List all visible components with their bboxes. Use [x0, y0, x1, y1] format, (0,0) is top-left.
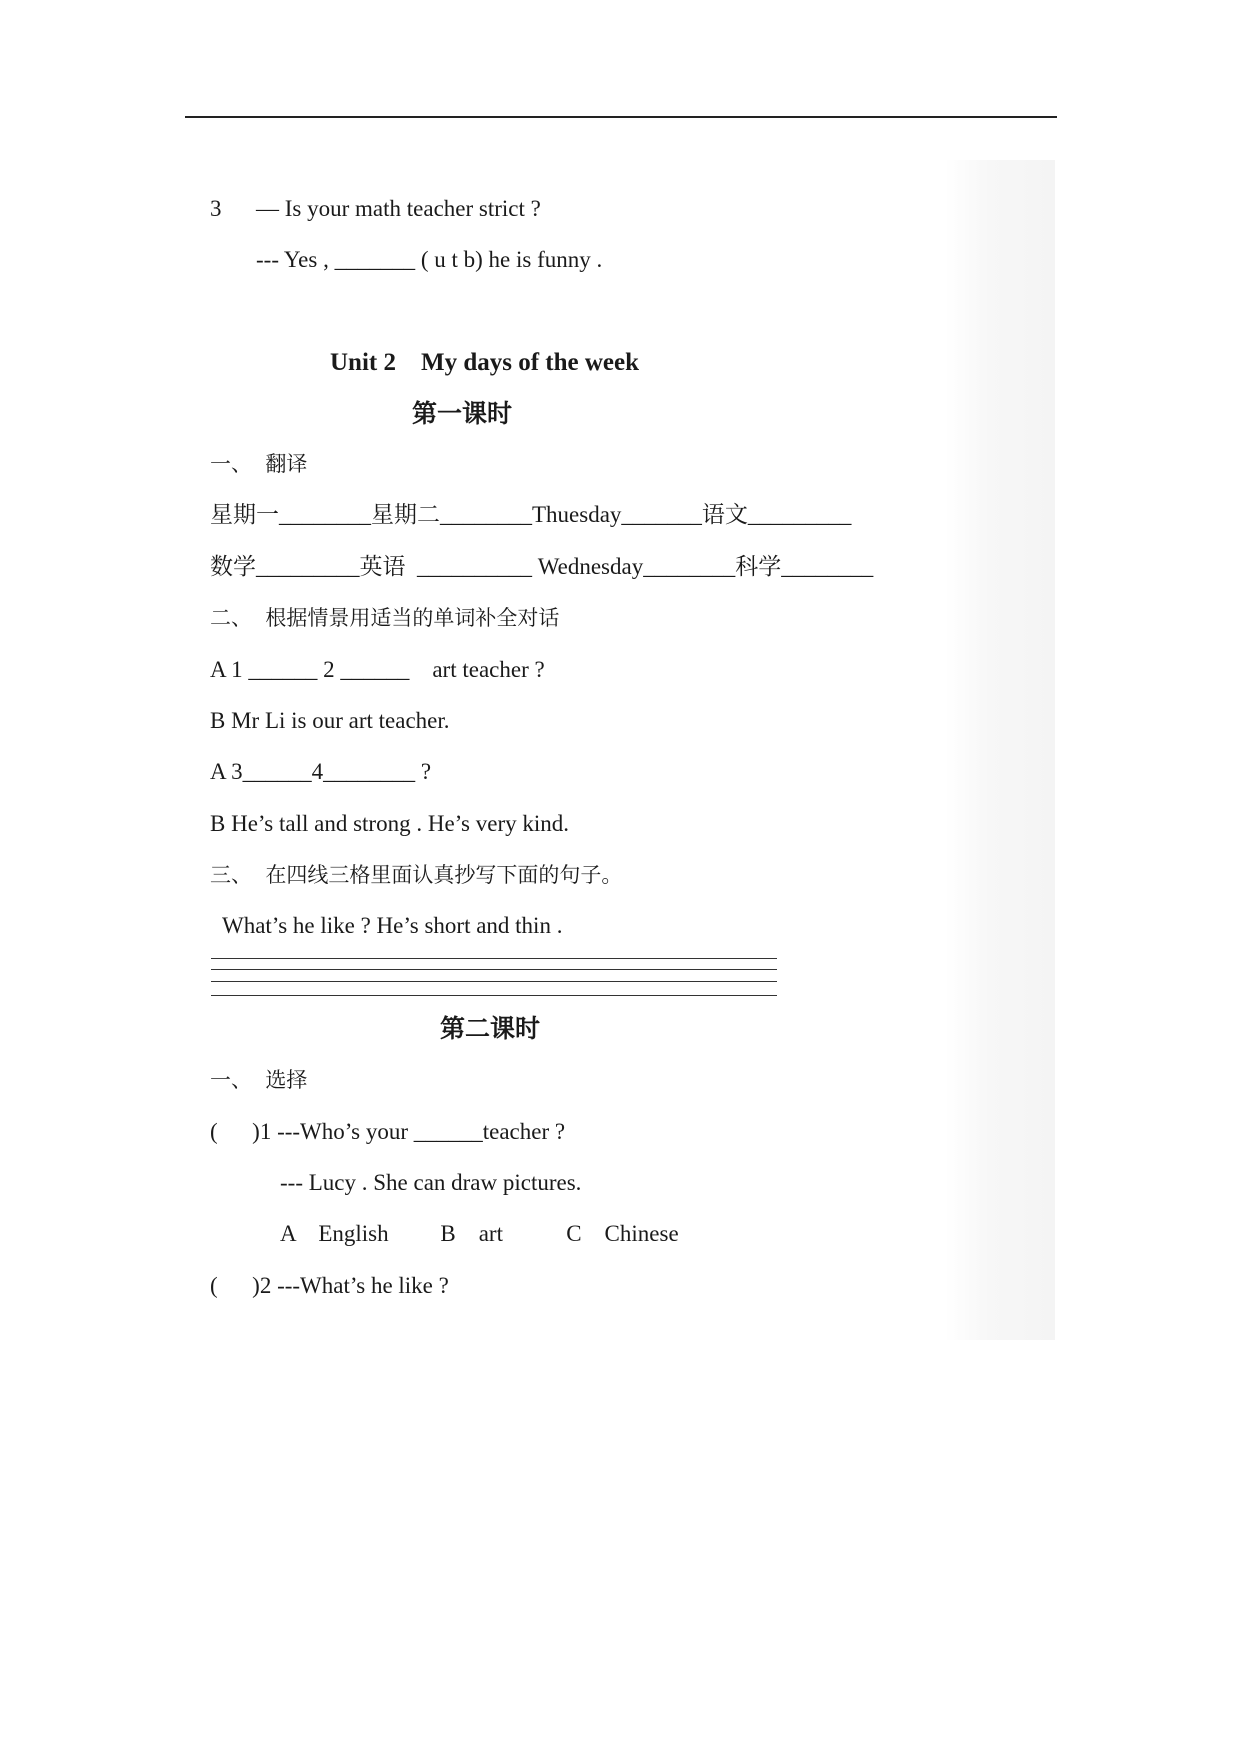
header-rule	[185, 116, 1057, 118]
section-choice-heading: 一、 选择	[210, 1068, 308, 1092]
choice-question-1-answer: --- Lucy . She can draw pictures.	[280, 1170, 582, 1195]
question-number: 3	[210, 196, 222, 221]
translate-row-1: 星期一________星期二________Thuesday_______语文_________	[210, 502, 852, 527]
grid-line	[211, 995, 777, 996]
choice-question-2: ( )2 ---What’s he like ?	[210, 1273, 449, 1298]
choice-question-1: ( )1 ---Who’s your ______teacher ?	[210, 1119, 566, 1144]
page-shadow	[945, 160, 1055, 1340]
grid-line	[211, 969, 777, 970]
answer-line: --- Yes , _______ ( u t b) he is funny .	[256, 247, 603, 272]
lesson-2-title: 第二课时	[440, 1014, 541, 1043]
dialogue-line-4: B He’s tall and strong . He’s very kind.	[210, 811, 570, 836]
lesson-1-title: 第一课时	[412, 399, 513, 428]
translate-row-2: 数学_________英语 __________ Wednesday________科学________	[210, 554, 874, 579]
section-copy-heading: 三、 在四线三格里面认真抄写下面的句子。	[210, 863, 623, 887]
choice-question-1-options: A English B art C Chinese	[280, 1221, 679, 1246]
dialogue-line-1: A 1 ______ 2 ______ art teacher ?	[210, 657, 545, 682]
unit-title: Unit 2 My days of the week	[330, 349, 640, 376]
section-translate-heading: 一、 翻译	[210, 452, 308, 476]
grid-line	[211, 981, 777, 982]
dialogue-line-2: B Mr Li is our art teacher.	[210, 708, 450, 733]
copy-sentence: What’s he like ? He’s short and thin .	[222, 913, 563, 938]
dialogue-line-3: A 3______4________ ?	[210, 759, 432, 784]
grid-line	[211, 958, 777, 959]
question-text: — Is your math teacher strict ?	[256, 196, 541, 221]
section-dialogue-heading: 二、 根据情景用适当的单词补全对话	[210, 606, 560, 630]
